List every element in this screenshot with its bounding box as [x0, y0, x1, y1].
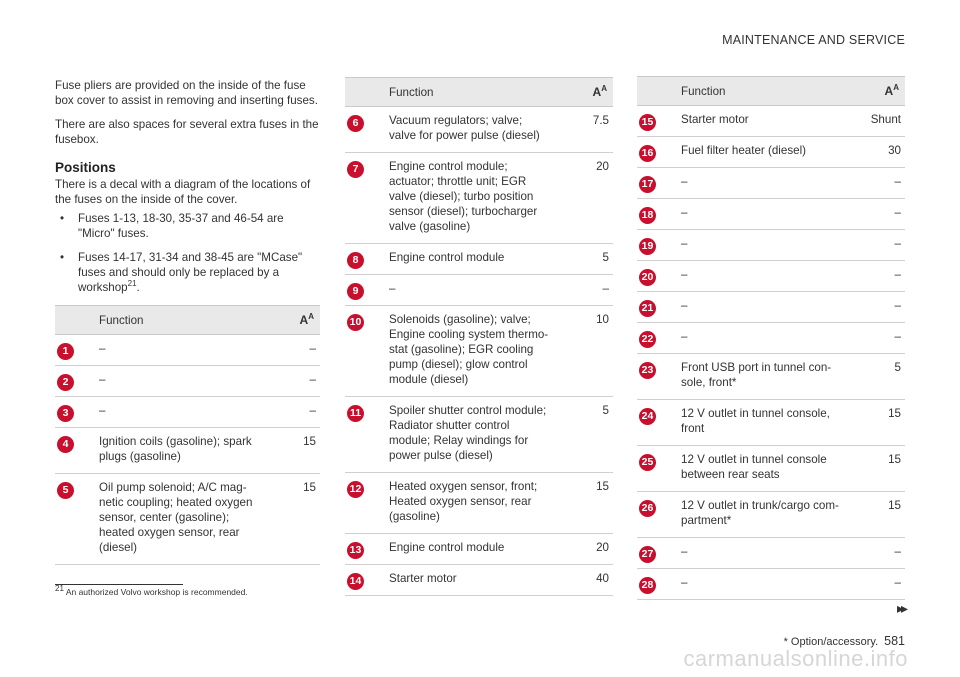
- watermark-logo: carmanualsonline.info: [683, 646, 908, 671]
- amperage-cell: 5: [555, 397, 613, 473]
- table-row: [55, 397, 320, 428]
- table-row: [345, 534, 613, 565]
- intro-paragraph-1: Fuse pliers are provided on the inside of the fuse box cover to assist in removing and inserting fuses.: [55, 79, 318, 107]
- function-cell: –: [675, 292, 847, 323]
- table-row: [345, 153, 613, 244]
- function-cell: Solenoids (gasoline); valve; Engine cooling system thermo-stat (gasoline); EGR cooling pump (diesel); glow control module (diesel): [383, 306, 555, 397]
- table-row: [345, 306, 613, 397]
- table-row: [637, 106, 905, 137]
- fuse-number-badge: 20: [639, 269, 656, 286]
- function-cell: –: [675, 569, 847, 600]
- table-row: [637, 538, 905, 569]
- table-row: [637, 492, 905, 538]
- table-row: [637, 446, 905, 492]
- amperage-cell: –: [555, 275, 613, 306]
- table-row: [637, 168, 905, 199]
- amperage-cell: –: [847, 569, 905, 600]
- amperage-cell: –: [262, 335, 320, 366]
- table-row: [345, 397, 613, 473]
- amperage-cell: 20: [555, 153, 613, 244]
- amperage-cell: –: [262, 366, 320, 397]
- fuse-table-2: [345, 77, 613, 596]
- table-row: [345, 565, 613, 596]
- fuse-number-badge: 9: [347, 283, 364, 300]
- fuse-number-badge: 17: [639, 176, 656, 193]
- function-cell: 12 V outlet in tunnel console between rear seats: [675, 446, 847, 492]
- function-cell: –: [675, 323, 847, 354]
- fuse-number-cell: [637, 261, 675, 292]
- amperage-cell: 30: [847, 137, 905, 168]
- positions-heading: Positions: [55, 160, 116, 175]
- fuse-number-badge: 21: [639, 300, 656, 317]
- fuse-number-cell: [345, 565, 383, 596]
- fuse-number-badge: 10: [347, 314, 364, 331]
- fuse-number-badge: 19: [639, 238, 656, 255]
- function-cell: Starter motor: [383, 565, 555, 596]
- function-cell: Heated oxygen sensor, front; Heated oxygen sensor, rear (gasoline): [383, 473, 555, 534]
- table-row: [345, 244, 613, 275]
- table-row: [55, 366, 320, 397]
- function-cell: –: [93, 397, 262, 428]
- amp-header: $A^A$: [555, 78, 613, 107]
- column-middle: [345, 77, 613, 596]
- fuse-number-badge: 5: [57, 482, 74, 499]
- fuse-number-cell: [637, 137, 675, 168]
- fuse-number-badge: 23: [639, 362, 656, 379]
- function-cell: –: [93, 366, 262, 397]
- table-row: [637, 261, 905, 292]
- fuse-number-badge: 27: [639, 546, 656, 563]
- function-cell: Fuel filter heater (diesel): [675, 137, 847, 168]
- amperage-cell: –: [847, 261, 905, 292]
- fuse-number-badge: 7: [347, 161, 364, 178]
- table-row: [637, 354, 905, 400]
- bullet-item: [55, 211, 320, 241]
- function-cell: –: [675, 261, 847, 292]
- fuse-number-cell: [637, 538, 675, 569]
- fuse-number-cell: [55, 397, 93, 428]
- fuse-number-cell: [637, 168, 675, 199]
- fuse-number-badge: 3: [57, 405, 74, 422]
- fuse-number-cell: [345, 306, 383, 397]
- fuse-number-cell: [637, 492, 675, 538]
- fuse-number-badge: 22: [639, 331, 656, 348]
- function-cell: Engine control module: [383, 534, 555, 565]
- table-row: [55, 428, 320, 474]
- fuse-number-cell: [345, 244, 383, 275]
- fuse-number-cell: [55, 428, 93, 474]
- fuse-table-3: [637, 76, 905, 600]
- fuse-number-cell: [345, 473, 383, 534]
- function-cell: Front USB port in tunnel con-sole, front*: [675, 354, 847, 400]
- next-page-arrows-icon[interactable]: ▸▸: [896, 600, 905, 616]
- bullet-dot: •: [60, 212, 65, 225]
- amperage-cell: 15: [847, 446, 905, 492]
- amperage-cell: –: [847, 323, 905, 354]
- table-row: [637, 292, 905, 323]
- fuse-number-cell: [345, 107, 383, 153]
- column-right: [637, 76, 905, 600]
- fuse-number-cell: [55, 474, 93, 565]
- amperage-cell: –: [847, 199, 905, 230]
- amperage-cell: 15: [262, 428, 320, 474]
- table-row: [637, 323, 905, 354]
- fuse-number-badge: 28: [639, 577, 656, 594]
- fuse-number-badge: 6: [347, 115, 364, 132]
- table-row: [637, 569, 905, 600]
- table-row: [345, 275, 613, 306]
- function-cell: Vacuum regulators; valve; valve for power pulse (diesel): [383, 107, 555, 153]
- function-cell: –: [675, 168, 847, 199]
- amperage-cell: –: [847, 292, 905, 323]
- amperage-cell: 15: [262, 474, 320, 565]
- fuse-number-badge: 8: [347, 252, 364, 269]
- option-note: * Option/accessory.: [783, 636, 879, 648]
- fuse-number-cell: [637, 400, 675, 446]
- fuse-number-badge: 1: [57, 343, 74, 360]
- function-cell: Ignition coils (gasoline); spark plugs (gasoline): [93, 428, 262, 474]
- amperage-cell: –: [847, 168, 905, 199]
- fuse-number-cell: [345, 153, 383, 244]
- amperage-cell: Shunt: [847, 106, 905, 137]
- function-cell: –: [675, 230, 847, 261]
- table-row: [637, 137, 905, 168]
- fuse-number-cell: [637, 292, 675, 323]
- fuse-number-badge: 15: [639, 114, 656, 131]
- num-header: [55, 306, 93, 335]
- footnote: $^{21}$ An authorized Volvo workshop is recommended.: [55, 584, 248, 597]
- fuse-number-cell: [637, 446, 675, 492]
- function-cell: Engine control module: [383, 244, 555, 275]
- positions-bullets: [55, 211, 320, 295]
- fuse-table-1: [55, 305, 320, 565]
- table-row: [345, 107, 613, 153]
- function-cell: Spoiler shutter control module; Radiator shutter control module; Relay windings for power pulse (diesel): [383, 397, 555, 473]
- function-header: Function: [675, 77, 847, 106]
- function-cell: –: [383, 275, 555, 306]
- fuse-number-badge: 13: [347, 542, 364, 559]
- fuse-number-cell: [637, 199, 675, 230]
- positions-text: There is a decal with a diagram of the locations of the fuses on the inside of the cover.: [55, 178, 311, 206]
- function-header: Function: [93, 306, 262, 335]
- footnote-rule: [55, 584, 183, 585]
- amperage-cell: –: [847, 230, 905, 261]
- fuse-number-cell: [345, 534, 383, 565]
- function-cell: 12 V outlet in tunnel console, front: [675, 400, 847, 446]
- table-row: [345, 473, 613, 534]
- table-row: [637, 400, 905, 446]
- amperage-cell: –: [262, 397, 320, 428]
- fuse-number-cell: [637, 323, 675, 354]
- fuse-number-badge: 14: [347, 573, 364, 590]
- function-cell: –: [675, 199, 847, 230]
- fuse-number-badge: 12: [347, 481, 364, 498]
- amperage-cell: 15: [847, 492, 905, 538]
- fuse-number-cell: [637, 230, 675, 261]
- amperage-cell: 20: [555, 534, 613, 565]
- page-number: 581: [884, 634, 905, 648]
- table-row: [637, 230, 905, 261]
- fuse-number-badge: 26: [639, 500, 656, 517]
- fuse-number-badge: 18: [639, 207, 656, 224]
- bullet-text: Fuses 14-17, 31-34 and 38-45 are "MCase" fuses and should only be replaced by a workshop: [78, 251, 303, 294]
- amp-header: $A^A$: [262, 306, 320, 335]
- bullet-dot: •: [60, 251, 65, 264]
- amperage-cell: –: [847, 538, 905, 569]
- fuse-number-cell: [637, 569, 675, 600]
- bullet-item: [55, 250, 320, 295]
- amp-header: $A^A$: [847, 77, 905, 106]
- amperage-cell: 15: [847, 400, 905, 446]
- amperage-cell: 5: [555, 244, 613, 275]
- fuse-number-cell: [55, 335, 93, 366]
- fuse-number-badge: 24: [639, 408, 656, 425]
- column-left: [55, 78, 320, 565]
- table-row: [55, 335, 320, 366]
- function-cell: 12 V outlet in trunk/cargo com-partment*: [675, 492, 847, 538]
- function-cell: –: [675, 538, 847, 569]
- fuse-number-badge: 16: [639, 145, 656, 162]
- amperage-cell: 10: [555, 306, 613, 397]
- amperage-cell: 40: [555, 565, 613, 596]
- function-header: Function: [383, 78, 555, 107]
- function-cell: Engine control module; actuator; throttle unit; EGR valve (diesel); turbo position sensor (diesel); turbocharger valve (gasoline): [383, 153, 555, 244]
- function-cell: Starter motor: [675, 106, 847, 137]
- table-row: [637, 199, 905, 230]
- amperage-cell: 5: [847, 354, 905, 400]
- intro-paragraph-2: There are also spaces for several extra fuses in the fusebox.: [55, 118, 319, 146]
- fuse-number-cell: [345, 275, 383, 306]
- fuse-number-badge: 4: [57, 436, 74, 453]
- fuse-number-badge: 2: [57, 374, 74, 391]
- bullet-end: .: [136, 281, 140, 294]
- fuse-number-cell: [637, 354, 675, 400]
- fuse-number-cell: [637, 106, 675, 137]
- bullet-text: Fuses 1-13, 18-30, 35-37 and 46-54 are "Micro" fuses.: [78, 212, 284, 240]
- amperage-cell: 15: [555, 473, 613, 534]
- fuse-number-cell: [345, 397, 383, 473]
- num-header: [637, 77, 675, 106]
- fuse-number-cell: [55, 366, 93, 397]
- fuse-number-badge: 11: [347, 405, 364, 422]
- footnote-ref: 21: [127, 279, 137, 289]
- function-cell: Oil pump solenoid; A/C mag-netic coupling; heated oxygen sensor, center (gasoline); heated oxygen sensor, rear (diesel): [93, 474, 262, 565]
- table-row: [55, 474, 320, 565]
- section-header: MAINTENANCE AND SERVICE: [722, 33, 905, 47]
- num-header: [345, 78, 383, 107]
- amperage-cell: 7.5: [555, 107, 613, 153]
- function-cell: –: [93, 335, 262, 366]
- fuse-number-badge: 25: [639, 454, 656, 471]
